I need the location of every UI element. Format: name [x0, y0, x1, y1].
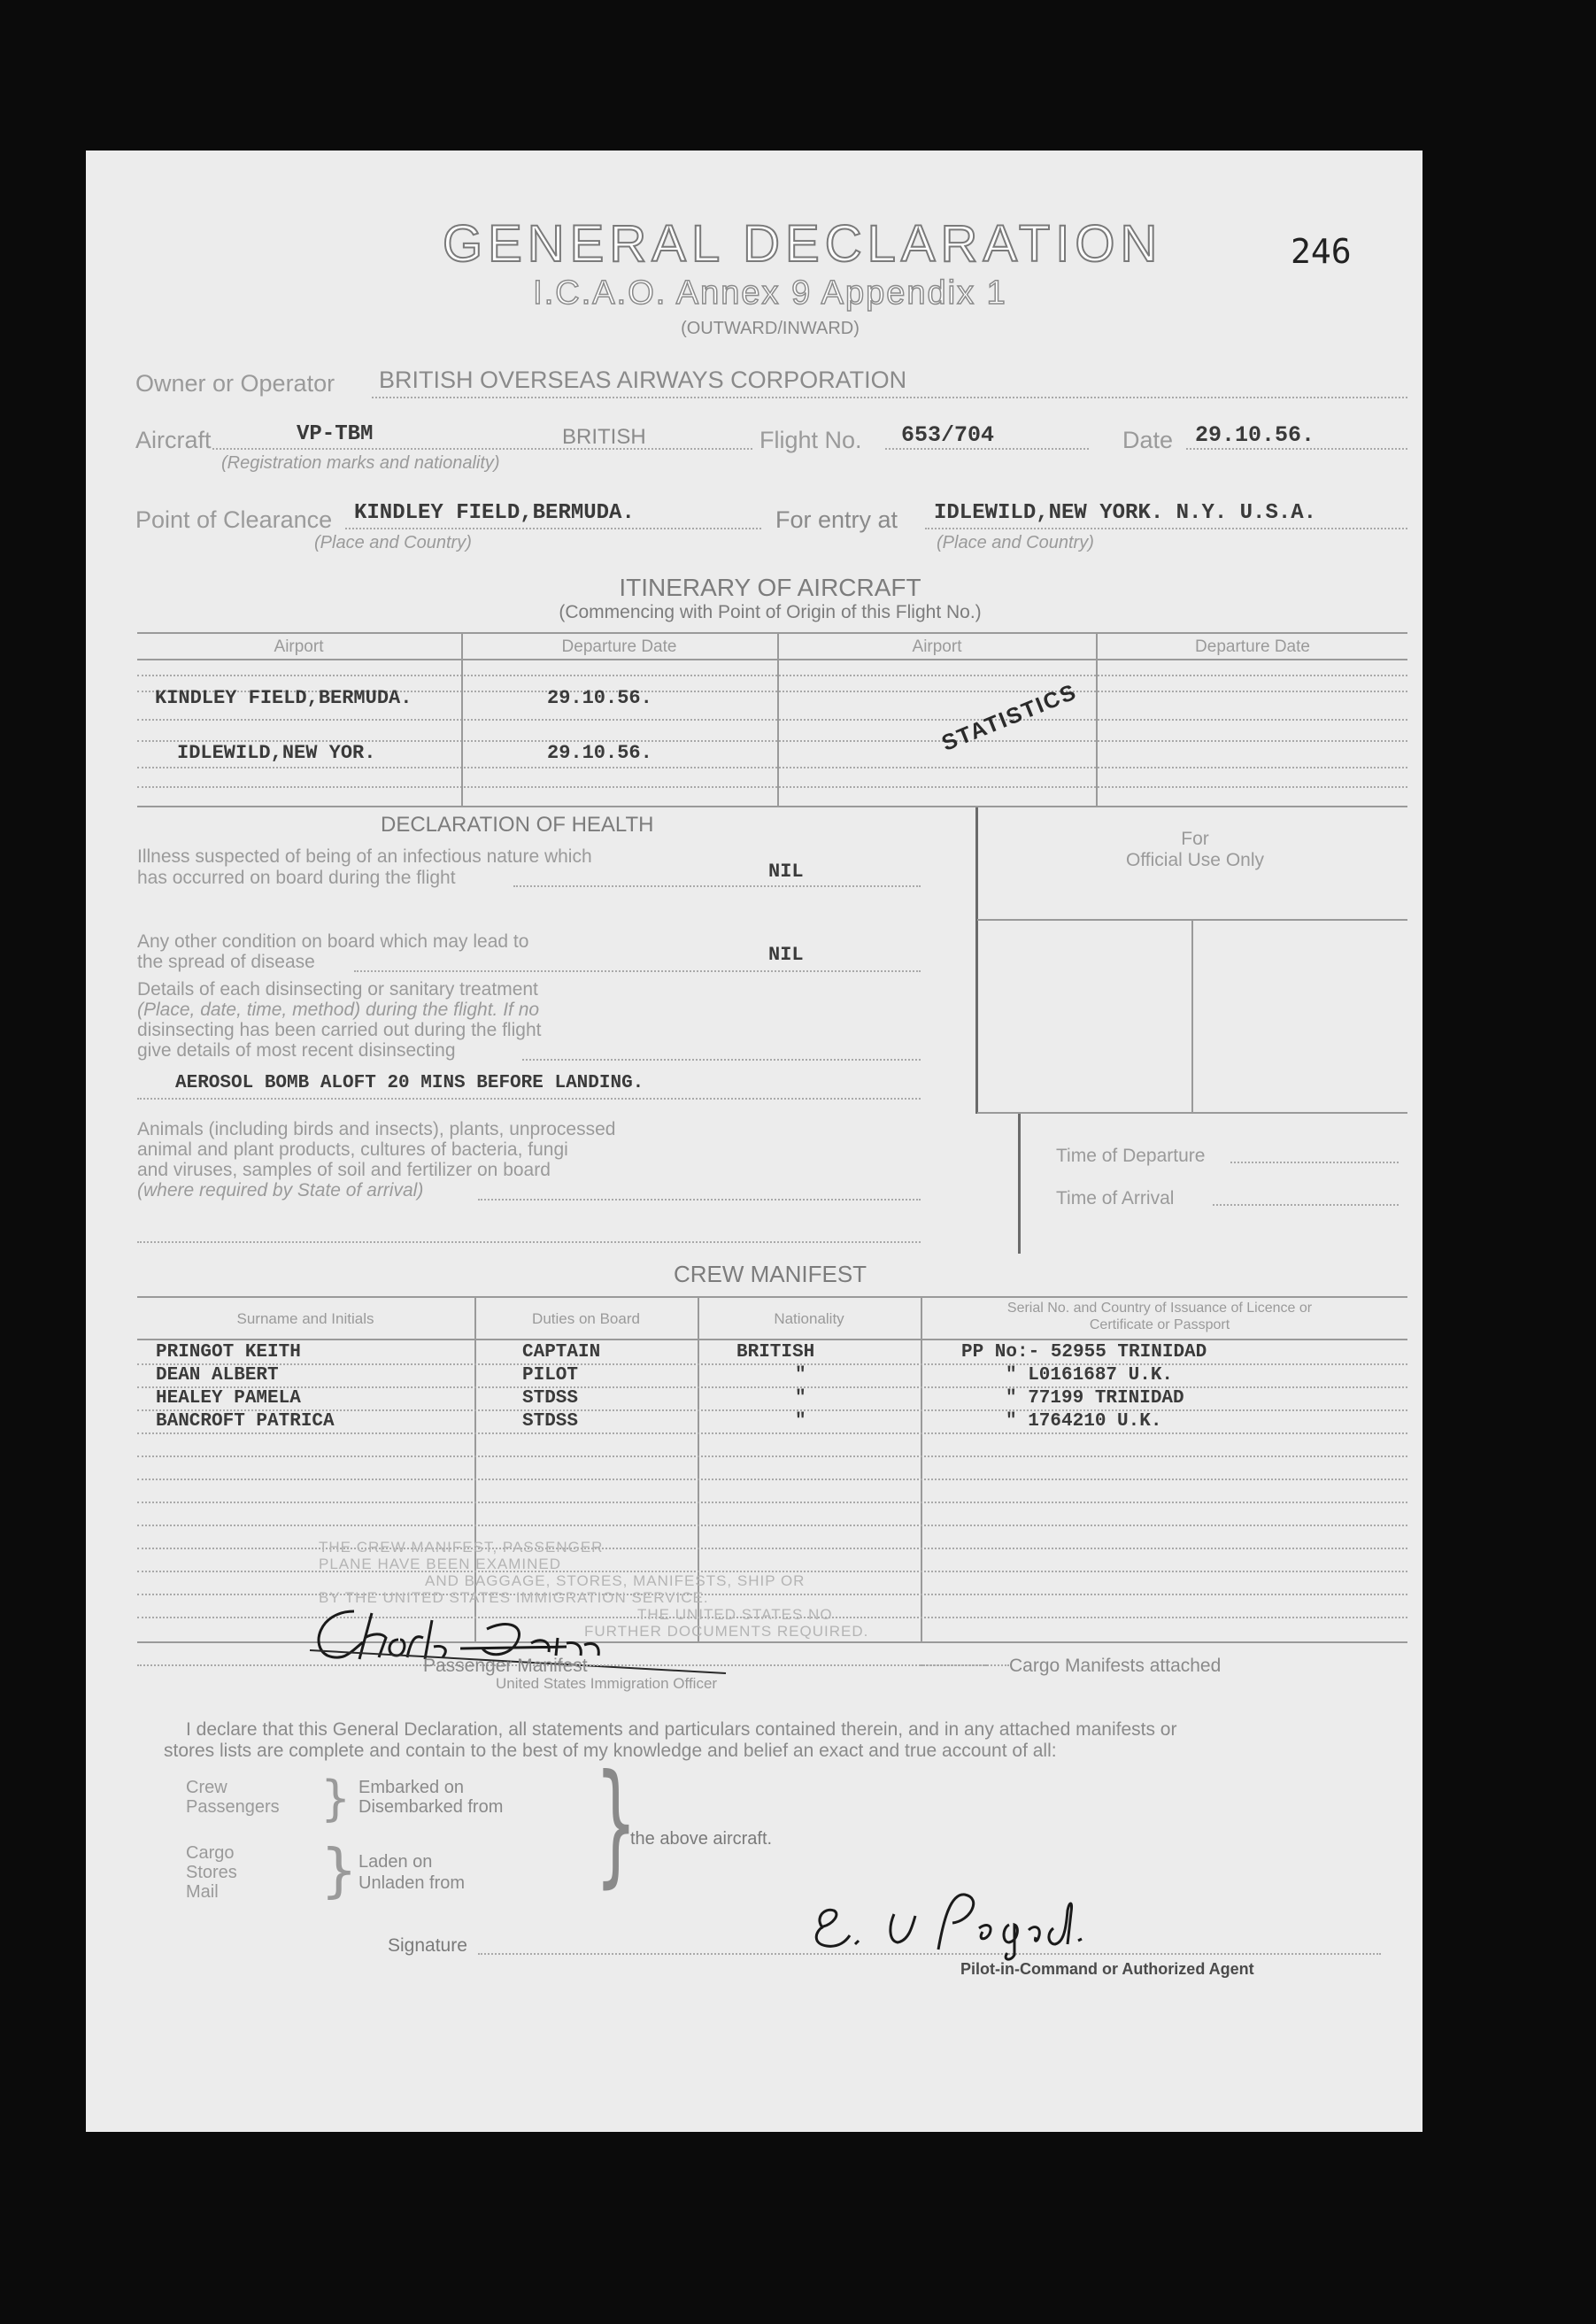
crew-rule-1 [137, 1363, 1407, 1365]
crew-row-4-duty: STDSS [522, 1411, 579, 1432]
bracket-passengers: Passengers [186, 1797, 280, 1817]
itinerary-header-date-2: Departure Date [1195, 637, 1310, 656]
date-label: Date [1122, 427, 1174, 453]
cargo-line [921, 1664, 1009, 1666]
health-title: DECLARATION OF HEALTH [381, 813, 654, 837]
health-q4-line-b [137, 1241, 921, 1243]
statistics-stamp: STATISTICS [938, 679, 1081, 756]
health-q1-line1: Illness suspected of being of an infectious nature which [137, 846, 592, 867]
bracket-unladen: Unladen from [359, 1873, 466, 1893]
departure-time-line [1230, 1162, 1399, 1163]
itinerary-bottom-rule [137, 806, 1407, 807]
aircraft-sublabel: (Registration marks and nationality) [221, 453, 500, 473]
itinerary-row-1-date: 29.10.56. [547, 687, 652, 709]
itinerary-divider-2 [777, 632, 779, 806]
clearance-sublabel: (Place and Country) [314, 533, 472, 552]
entry-line [925, 528, 1407, 529]
aircraft-nationality: BRITISH [562, 425, 646, 449]
crew-row-3-name: HEALEY PAMELA [156, 1388, 301, 1409]
crew-rule-8 [137, 1525, 1407, 1526]
health-q3-line4: give details of most recent disinsecting [137, 1040, 456, 1061]
stamp-line-6: FURTHER DOCUMENTS REQUIRED. [584, 1623, 869, 1640]
official-box-bottom [977, 1112, 1407, 1114]
itinerary-header-airport-2: Airport [912, 637, 962, 656]
owner-value: BRITISH OVERSEAS AIRWAYS CORPORATION [379, 367, 907, 393]
crew-row-2-serial: " L0161687 U.K. [1006, 1365, 1174, 1386]
crew-rule-2 [137, 1386, 1407, 1388]
clearance-value: KINDLEY FIELD,BERMUDA. [354, 501, 635, 525]
crew-row-2-name: DEAN ALBERT [156, 1365, 279, 1386]
crew-rule-5 [137, 1455, 1407, 1457]
official-use-label: Official Use Only [1126, 850, 1264, 870]
itinerary-header-rule [137, 659, 1407, 660]
crew-row-4-serial: " 1764210 U.K. [1006, 1411, 1162, 1432]
direction-label: (OUTWARD/INWARD) [681, 319, 860, 338]
arrival-time-label: Time of Arrival [1056, 1188, 1175, 1208]
stamp-line-3: AND BAGGAGE, STORES, MANIFESTS, SHIP OR [425, 1572, 806, 1589]
crew-header-duties: Duties on Board [532, 1310, 640, 1327]
crew-divider-3 [921, 1296, 922, 1643]
crew-row-2-nationality: " [795, 1365, 806, 1386]
crew-row-2-duty: PILOT [522, 1365, 579, 1386]
health-a1: NIL [768, 861, 804, 883]
health-a3: AEROSOL BOMB ALOFT 20 MINS BEFORE LANDING. [175, 1073, 644, 1093]
clearance-line [345, 528, 761, 529]
passenger-manifest-label: Passenger Manifest [423, 1656, 588, 1676]
flight-label: Flight No. [759, 427, 862, 453]
health-q2-line [354, 970, 921, 972]
itinerary-rule-1 [137, 675, 1407, 676]
itinerary-divider-1 [461, 632, 463, 806]
crew-row-1-nationality: BRITISH [736, 1342, 815, 1363]
itinerary-top-rule [137, 632, 1407, 634]
crew-header-serial: Serial No. and Country of Issuance of Licence or Certificate or Passport [1006, 1301, 1313, 1332]
crew-title: CREW MANIFEST [673, 1261, 867, 1287]
owner-line [372, 397, 1407, 398]
departure-time-label: Time of Departure [1056, 1146, 1206, 1166]
health-a2: NIL [768, 944, 804, 966]
itinerary-divider-3 [1096, 632, 1098, 806]
stamp-line-1: THE CREW MANIFEST, PASSENGER [319, 1539, 604, 1556]
health-q2-line2: the spread of disease [137, 952, 315, 972]
crew-row-4-nationality: " [795, 1411, 806, 1432]
health-q2-line1: Any other condition on board which may lead to [137, 931, 529, 952]
bracket-stores: Stores [186, 1863, 237, 1882]
time-box-left [1018, 1114, 1021, 1254]
itinerary-row-1-airport: KINDLEY FIELD,BERMUDA. [155, 687, 412, 709]
health-q1-line2: has occurred on board during the flight [137, 868, 456, 888]
bracket-brace-1: } [320, 1771, 351, 1826]
form-subtitle: I.C.A.O. Annex 9 Appendix 1 [533, 274, 1007, 312]
crew-row-1-duty: CAPTAIN [522, 1342, 601, 1363]
stamp-line-5: THE UNITED STATES NO [637, 1606, 833, 1623]
stamp-line-4: BY THE UNITED STATES IMMIGRATION SERVICE. [319, 1589, 709, 1606]
itinerary-header-airport-1: Airport [274, 637, 324, 656]
health-q3-line3: disinsecting has been carried out during the flight [137, 1020, 542, 1040]
entry-label: For entry at [775, 506, 898, 533]
itinerary-row-2-airport: IDLEWILD,NEW YOR. [177, 742, 376, 764]
crew-row-3-nationality: " [795, 1388, 806, 1409]
entry-value: IDLEWILD,NEW YORK. N.Y. U.S.A. [934, 501, 1317, 525]
itinerary-rule-3 [137, 719, 1407, 721]
aircraft-label: Aircraft [135, 427, 212, 453]
bracket-brace-large: } [595, 1747, 637, 1901]
declaration-text-line1: I declare that this General Declaration, all statements and particulars contained therein, and in any attached manifests or [186, 1719, 1177, 1740]
aircraft-registration: VP-TBM [297, 422, 374, 446]
itinerary-subtitle: (Commencing with Point of Origin of this Flight No.) [559, 602, 982, 622]
itinerary-rule-6 [137, 786, 1407, 788]
bracket-cargo: Cargo [186, 1843, 235, 1863]
health-q1-line [513, 885, 921, 887]
signature-caption: Pilot-in-Command or Authorized Agent [960, 1960, 1254, 1978]
crew-rule-7 [137, 1502, 1407, 1503]
crew-rule-6 [137, 1479, 1407, 1480]
health-q4-line-a [478, 1199, 921, 1201]
health-q3-line [522, 1059, 921, 1061]
health-q4-line4: (where required by State of arrival) [137, 1180, 424, 1201]
cargo-manifests-label: Cargo Manifests attached [1009, 1656, 1222, 1676]
bracket-crew: Crew [186, 1778, 227, 1797]
bracket-brace-2: } [320, 1836, 358, 1904]
health-q4-line1: Animals (including birds and insects), plants, unprocessed [137, 1119, 616, 1139]
flight-line [885, 448, 1089, 450]
page-number: 246 [1291, 232, 1352, 271]
clearance-label: Point of Clearance [135, 506, 333, 533]
crew-top-rule [137, 1296, 1407, 1298]
health-q3-line2: (Place, date, time, method) during the flight. If no [137, 1000, 540, 1020]
health-q4-line2: animal and plant products, cultures of bacteria, fungi [137, 1139, 568, 1160]
bracket-mail: Mail [186, 1882, 219, 1902]
owner-label: Owner or Operator [135, 370, 335, 397]
itinerary-row-2-date: 29.10.56. [547, 742, 652, 764]
official-box-left [975, 807, 978, 1114]
health-q4-line3: and viruses, samples of soil and fertilizer on board [137, 1160, 551, 1180]
crew-header-name: Surname and Initials [236, 1310, 374, 1327]
bracket-laden: Laden on [359, 1852, 433, 1872]
official-for-label: For [1181, 829, 1209, 849]
crew-rule-4 [137, 1432, 1407, 1434]
crew-row-1-serial: PP No:- 52955 TRINIDAD [961, 1342, 1207, 1363]
bracket-disembarked: Disembarked from [359, 1797, 504, 1817]
aircraft-line [212, 448, 752, 450]
date-value: 29.10.56. [1195, 422, 1315, 448]
crew-row-3-serial: " 77199 TRINIDAD [1006, 1388, 1184, 1409]
crew-header-rule [137, 1339, 1407, 1340]
arrival-time-line [1213, 1204, 1399, 1206]
official-box-divider [1191, 921, 1193, 1114]
immigration-officer-label: United States Immigration Officer [496, 1675, 718, 1692]
health-a3-line [137, 1098, 921, 1100]
signature-label: Signature [388, 1935, 467, 1956]
bracket-embarked: Embarked on [359, 1778, 464, 1797]
declaration-text-line2: stores lists are complete and contain to the best of my knowledge and belief an exact and true account of all: [164, 1741, 1057, 1761]
flight-value: 653/704 [901, 422, 995, 448]
crew-header-nationality: Nationality [774, 1310, 844, 1327]
entry-sublabel: (Place and Country) [937, 533, 1094, 552]
health-q3-line1: Details of each disinsecting or sanitary treatment [137, 979, 538, 1000]
bracket-target: the above aircraft. [630, 1829, 773, 1849]
crew-row-4-name: BANCROFT PATRICA [156, 1411, 335, 1432]
crew-row-1-name: PRINGOT KEITH [156, 1342, 301, 1363]
crew-row-3-duty: STDSS [522, 1388, 579, 1409]
itinerary-title: ITINERARY OF AIRCRAFT [619, 574, 921, 601]
itinerary-rule-5 [137, 767, 1407, 768]
form-title: GENERAL DECLARATION [443, 215, 1163, 273]
stamp-line-2: PLANE HAVE BEEN EXAMINED [319, 1556, 562, 1572]
date-line [1186, 448, 1407, 450]
pilot-signature [797, 1875, 1151, 1964]
itinerary-header-date-1: Departure Date [561, 637, 677, 656]
